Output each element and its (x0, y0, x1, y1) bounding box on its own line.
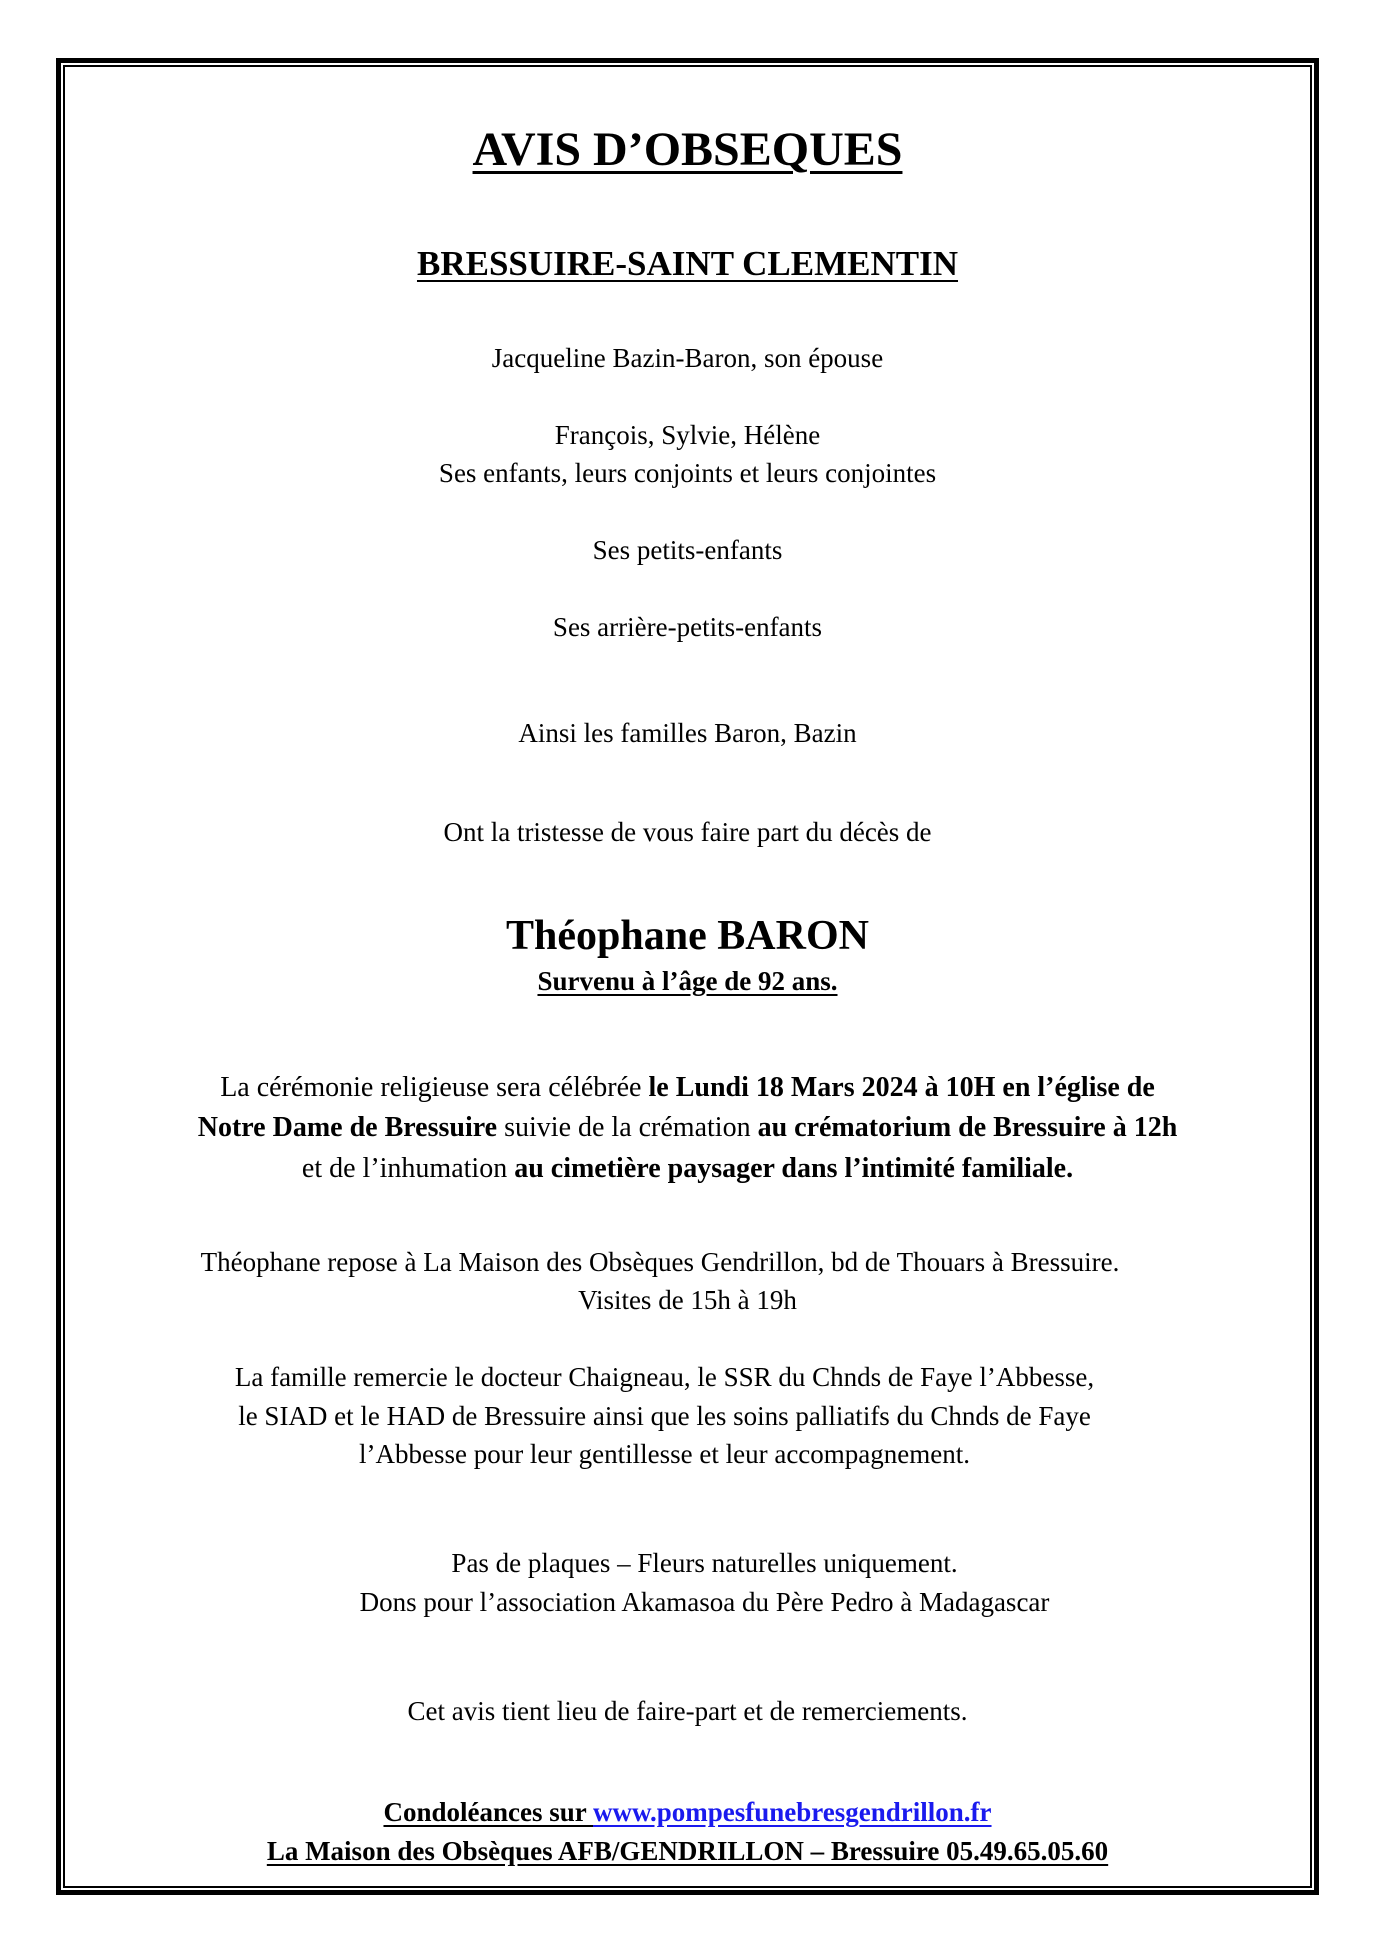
age-line (63, 962, 1312, 1000)
ceremony-line-3 (63, 1150, 1312, 1188)
thanks-line-1: La famille remercie le docteur Chaigneau, le SSR du Chnds de Faye l’Abbesse, (234, 1362, 1095, 1392)
page-title: AVIS D’OBSEQUES (472, 123, 903, 176)
thanks-line-3: l’Abbesse pour leur gentillesse et leur accompagnement. (358, 1439, 971, 1469)
grandchildren-line: Ses petits-enfants (592, 535, 783, 565)
condolences-label: Condoléances sur (383, 1797, 593, 1827)
ceremony-church: Notre Dame de Bressuire (197, 1112, 498, 1143)
notice-line: Cet avis tient lieu de faire-part et de remerciements. (407, 1696, 968, 1726)
flowers-line: Pas de plaques – Fleurs naturelles uniquement. (451, 1548, 958, 1578)
ceremony-line-1 (63, 1069, 1312, 1107)
condolences-line (63, 1793, 1312, 1831)
children-names: François, Sylvie, Hélène (554, 420, 821, 450)
spouse-line: Jacqueline Bazin-Baron, son épouse (491, 343, 884, 373)
repose-line: Théophane repose à La Maison des Obsèques Gendrillon, bd de Thouars à Bressuire. (200, 1247, 1120, 1277)
announcement-line: Ont la tristesse de vous faire part du décès de (443, 817, 932, 847)
ceremony-line-2 (63, 1109, 1312, 1147)
condolences-link[interactable]: www.pompesfunebresgendrillon.fr (593, 1797, 992, 1827)
age-text: Survenu à l’âge de 92 ans. (537, 966, 838, 996)
ceremony-date: le Lundi 18 Mars 2024 à 10H en l’église de (648, 1072, 1155, 1103)
company-text: La Maison des Obsèques AFB/GENDRILLON – Bressuire 05.49.65.05.60 (266, 1836, 1109, 1866)
children-description: Ses enfants, leurs conjoints et leurs conjointes (438, 458, 937, 488)
ceremony-text-2b: suivie de la crémation (497, 1112, 758, 1143)
visits-line: Visites de 15h à 19h (578, 1285, 797, 1315)
ceremony-text-3a: et de l’inhumation (301, 1153, 515, 1184)
ceremony-text-1a: La cérémonie religieuse sera célébrée (220, 1072, 649, 1103)
deceased-name: Théophane BARON (506, 913, 869, 959)
families-line: Ainsi les familles Baron, Bazin (518, 718, 857, 748)
company-line (63, 1832, 1312, 1870)
thanks-line-2: le SIAD et le HAD de Bressuire ainsi que les soins palliatifs du Chnds de Faye (238, 1401, 1091, 1431)
location-heading: BRESSUIRE-SAINT CLEMENTIN (416, 244, 959, 283)
ceremony-cemetery: au cimetière paysager dans l’intimité familiale. (514, 1153, 1074, 1184)
ceremony-crematorium: au crématorium de Bressuire à 12h (757, 1112, 1178, 1143)
great-grandchildren-line: Ses arrière-petits-enfants (552, 612, 823, 642)
donations-line: Dons pour l’association Akamasoa du Père Pedro à Madagascar (359, 1587, 1050, 1617)
